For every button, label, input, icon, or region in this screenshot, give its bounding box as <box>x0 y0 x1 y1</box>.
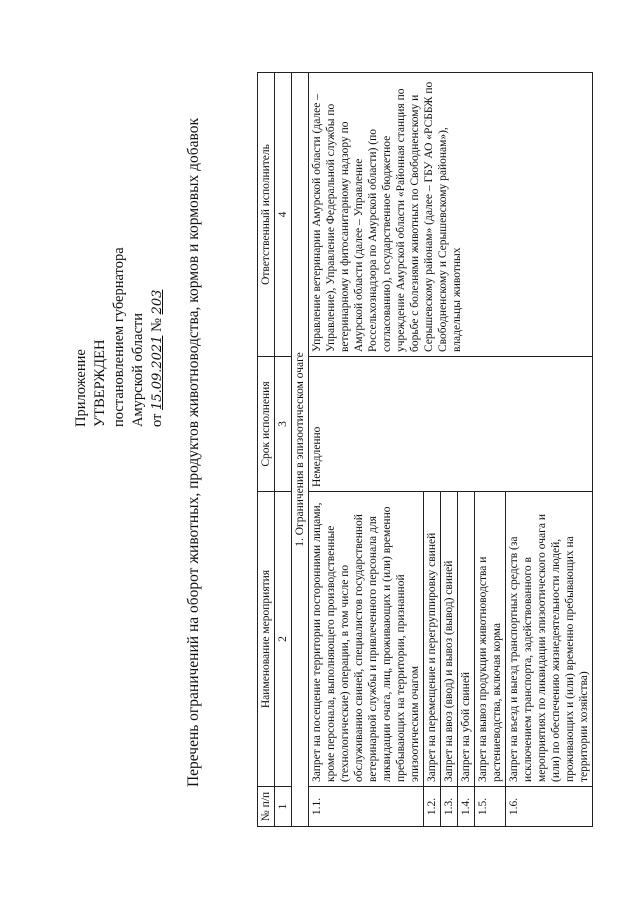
approval-date: 15.09.2021 <box>150 335 165 410</box>
column-number: 2 <box>275 492 292 787</box>
row-measure: Запрет на перемещение и перегруппировку свиней <box>424 492 441 787</box>
date-prefix: от <box>149 413 165 427</box>
table-header-row <box>258 73 275 827</box>
row-measure: Запрет на ввоз (ввод) и вывоз (вывод) свиней <box>441 492 458 787</box>
column-number: 3 <box>275 357 292 492</box>
header-measure: Наименование мероприятия <box>258 492 275 787</box>
column-number: 4 <box>275 73 292 357</box>
row-number: 1.5. <box>475 787 506 827</box>
section-title: 1. Ограничения в эпизоотическом очаге <box>292 73 309 827</box>
restrictions-table <box>257 72 593 827</box>
column-number: 1 <box>275 787 292 827</box>
row-measure: Запрет на посещение территории посторонними лицами, кроме персонала, выполняющего производственные (технологические) операции, в том числе по обслуживанию свиней, специалистов государственной ветеринарной службы и привлеченного персонала для ликвидации очага, лиц, проживающих и (или) временно пребывающих на территории, признанной эпизоотическим очагом <box>309 492 424 787</box>
header-num: № п/п <box>258 787 275 827</box>
header-term: Срок исполнения <box>258 357 275 492</box>
row-number: 1.3. <box>441 787 458 827</box>
approval-appendix-label: Приложение <box>73 349 89 427</box>
header-responsible: Ответственный исполнитель <box>258 73 275 357</box>
number-prefix: № <box>149 318 165 332</box>
approval-block <box>72 247 167 427</box>
approval-number: 203 <box>150 289 165 315</box>
table-column-numbers-row <box>275 73 292 827</box>
row-number: 1.4. <box>458 787 475 827</box>
row-number: 1.1. <box>309 787 424 827</box>
row-term: Немедленно <box>309 357 593 492</box>
document-title: Перечень ограничений на оборот животных, продуктов животноводства, кормов и кормовых добавок <box>185 117 202 788</box>
row-measure: Запрет на вывоз продукции животноводства и растениеводства, включая корма <box>475 492 506 787</box>
row-responsible: Управление ветеринарии Амурской области (далее – Управление), Управление Федеральной службы по ветеринарному и фитосанитарному надзору по Амурской области (далее – Управление Россельхознадзора по Амурской области) (по согласованию), государственное бюджетное учреждение Амурской области «Районная станция по борьбе с болезнями животных по Свободненскому и Серышевскому районам» (далее – ГБУ АО «РСББЖ по Свободненскому и Серышевскому районам»), владельцы животных <box>309 73 593 357</box>
row-number: 1.6. <box>506 787 593 827</box>
approval-approved-label: УТВЕРЖДЕН <box>92 339 108 427</box>
table-row <box>309 73 424 827</box>
row-number: 1.2. <box>424 787 441 827</box>
section-row <box>292 73 309 827</box>
approval-decree-label: постановлением губернатора <box>111 247 127 427</box>
approval-date-line <box>148 247 167 427</box>
approval-region-label: Амурской области <box>130 313 146 427</box>
row-measure: Запрет на убой свиней <box>458 492 475 787</box>
row-measure: Запрет на въезд и выезд транспортных средств (за исключением транспорта, задействованного в мероприятиях по ликвидации эпизоотического очага и (или) по обеспечению жизнедеятельности людей, проживающих и (или) временно пребывающих на территории хозяйства) <box>506 492 593 787</box>
